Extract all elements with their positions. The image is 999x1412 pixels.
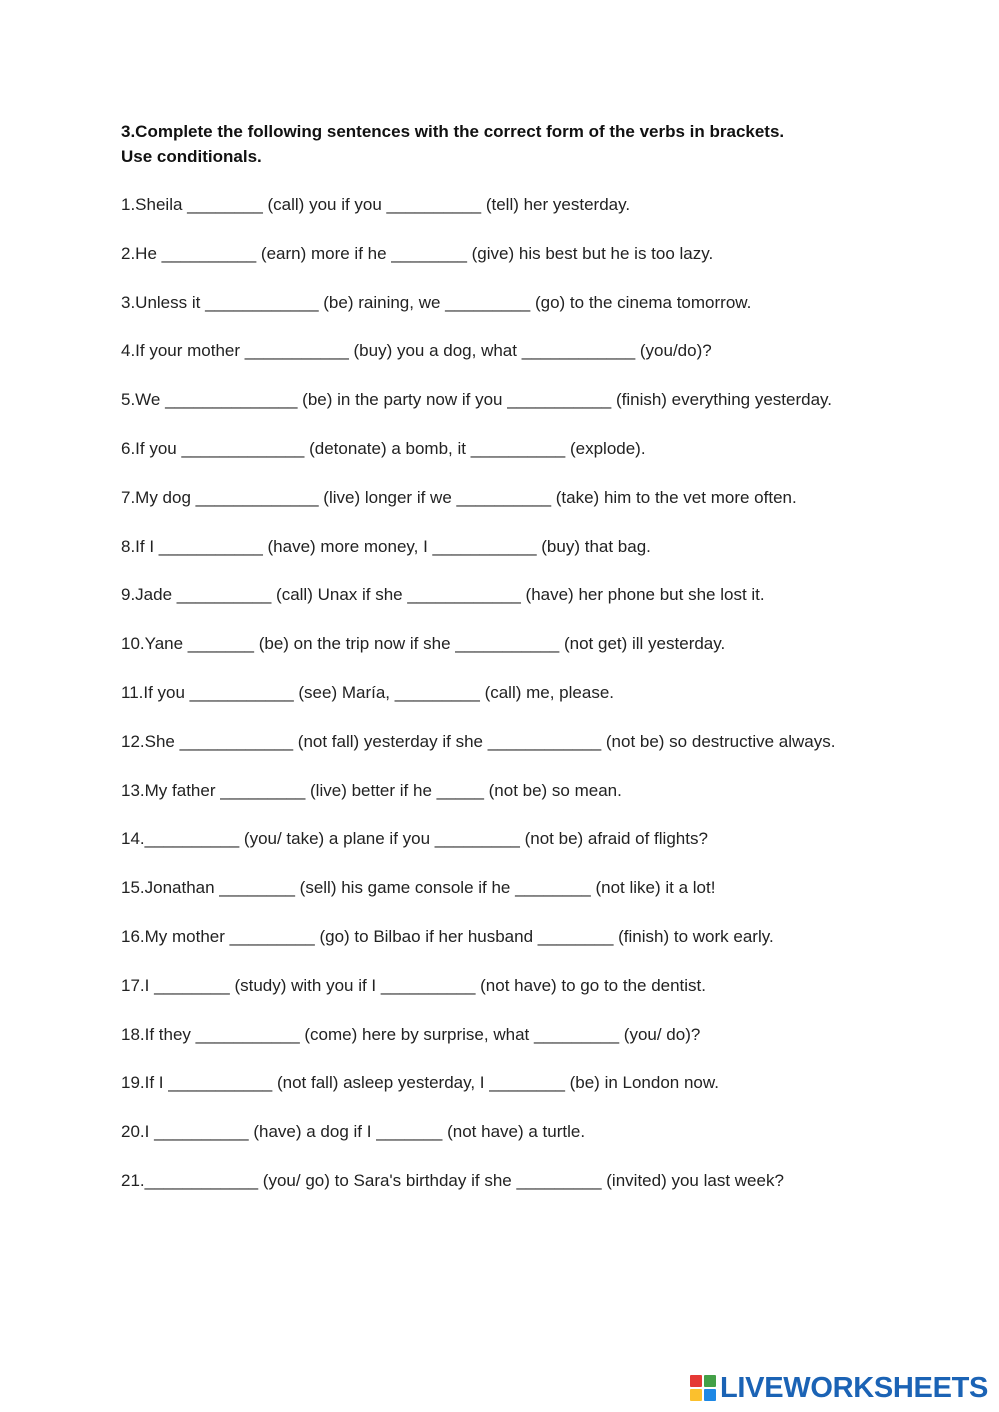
sentence-item: 8.If I ___________ (have) more money, I ___________ (buy) that bag. [121,536,651,556]
sentence-item: 14.__________ (you/ take) a plane if you _________ (not be) afraid of flights? [121,829,708,849]
sentence-list [121,193,861,1218]
exercise-heading [121,120,881,169]
sentence-item: 20.I __________ (have) a dog if I _______ (not have) a turtle. [121,1122,586,1142]
sentence-item: 7.My dog _____________ (live) longer if we __________ (take) him to the vet more often. [121,487,797,507]
logo-mark-square [690,1389,702,1401]
exercise-heading-line-1: 3.Complete the following sentences with the correct form of the verbs in brackets. [121,122,785,141]
sentence-item: 11.If you ___________ (see) María, _________ (call) me, please. [121,682,614,702]
exercise-heading-line-2: Use conditionals. [121,146,262,166]
sentence-item: 12.She ____________ (not fall) yesterday if she ____________ (not be) so destructive always. [121,731,836,751]
sentence-item: 21.____________ (you/ go) to Sara's birthday if she _________ (invited) you last week? [121,1170,784,1190]
sentence-item: 16.My mother _________ (go) to Bilbao if her husband ________ (finish) to work early. [121,926,774,946]
logo-mark-square [704,1389,716,1401]
sentence-item: 15.Jonathan ________ (sell) his game console if he ________ (not like) it a lot! [121,878,716,898]
sentence-item: 13.My father _________ (live) better if he _____ (not be) so mean. [121,780,622,800]
sentence-item: 9.Jade __________ (call) Unax if she ____________ (have) her phone but she lost it. [121,585,765,605]
sentence-item: 6.If you _____________ (detonate) a bomb, it __________ (explode). [121,438,646,458]
sentence-item: 4.If your mother ___________ (buy) you a dog, what ____________ (you/do)? [121,341,712,361]
sentence-item: 3.Unless it ____________ (be) raining, we _________ (go) to the cinema tomorrow. [121,292,752,312]
sentence-item: 18.If they ___________ (come) here by surprise, what _________ (you/ do)? [121,1024,701,1044]
logo-mark-square [704,1375,716,1387]
logo-mark-square [690,1375,702,1387]
liveworksheets-logo-icon [690,1375,716,1401]
sentence-item: 1.Sheila ________ (call) you if you __________ (tell) her yesterday. [121,195,631,214]
sentence-item: 5.We ______________ (be) in the party now if you ___________ (finish) everything yesterday. [121,390,833,410]
sentence-item: 19.If I ___________ (not fall) asleep yesterday, I ________ (be) in London now. [121,1073,719,1093]
sentence-item: 2.He __________ (earn) more if he ________ (give) his best but he is too lazy. [121,243,714,263]
sentence-item: 17.I ________ (study) with you if I __________ (not have) to go to the dentist. [121,975,707,995]
liveworksheets-logo [690,1372,988,1404]
logo-wordmark: LIVEWORKSHEETS [720,1372,989,1404]
sentence-item: 10.Yane _______ (be) on the trip now if she ___________ (not get) ill yesterday. [121,634,726,654]
